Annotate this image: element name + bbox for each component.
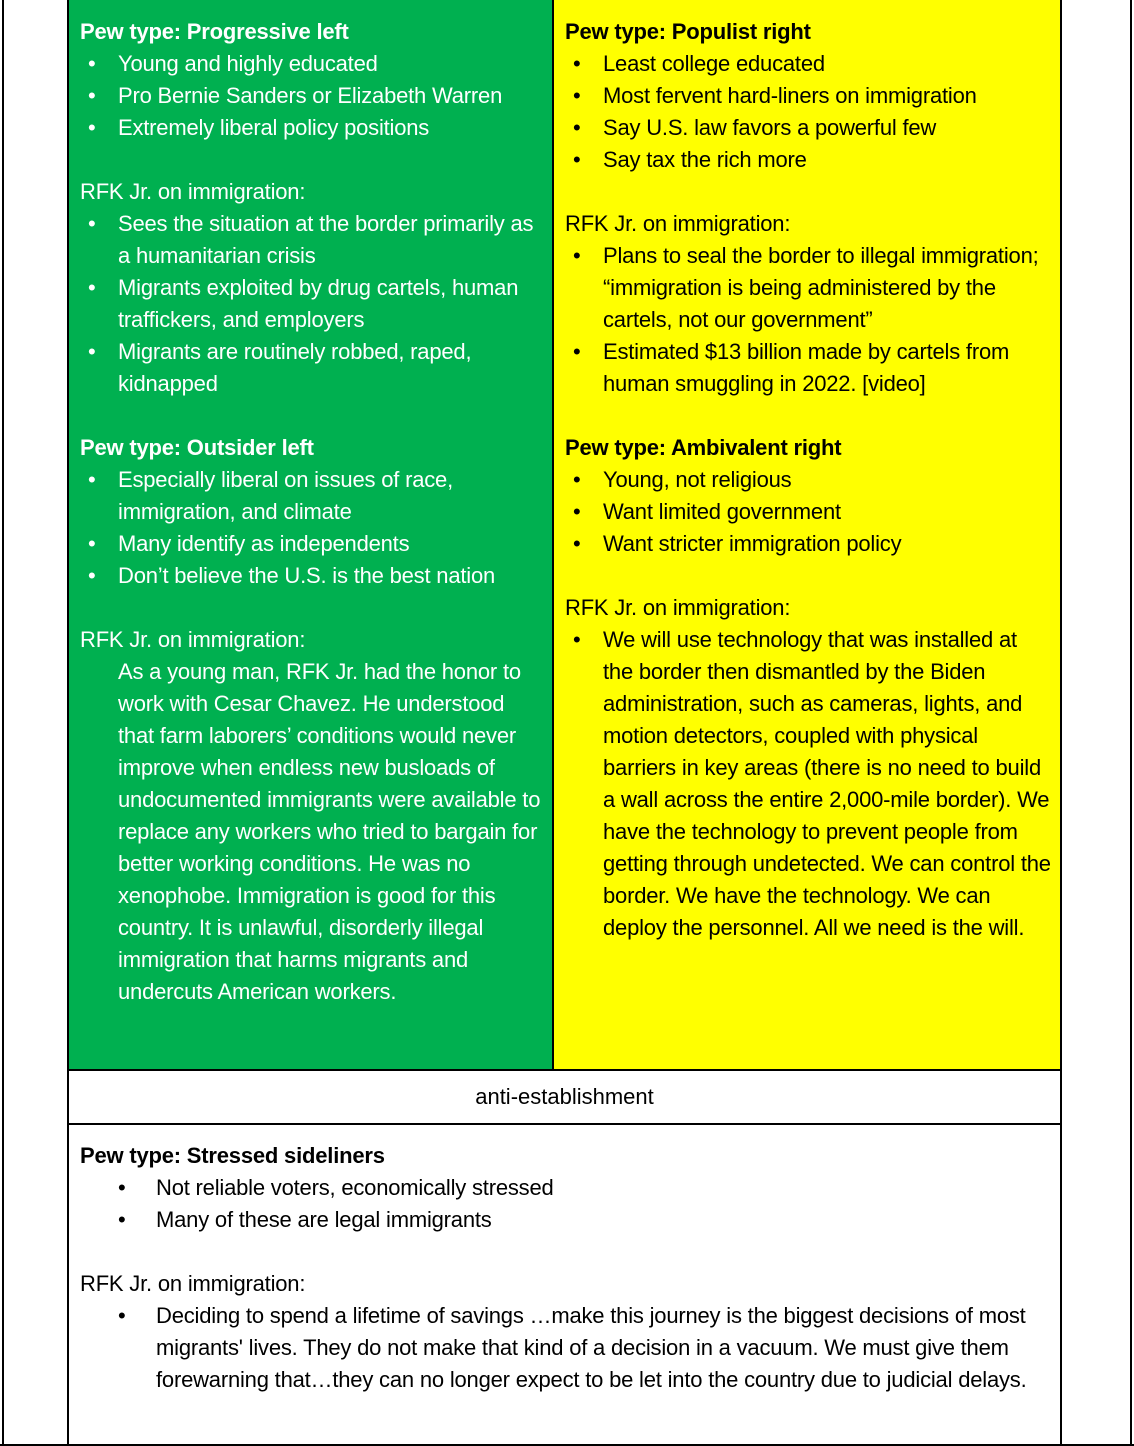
list-item: • Not reliable voters, economically stressed — [80, 1172, 1051, 1204]
populist-right-title: Pew type: Populist right — [565, 19, 811, 44]
rfk-label: RFK Jr. on immigration: — [80, 179, 306, 204]
ambivalent-right-title: Pew type: Ambivalent right — [565, 435, 842, 460]
list-item: • Young, not religious — [565, 464, 1051, 496]
populist-right-rfk-list — [565, 240, 1051, 400]
list-item: • Estimated $13 billion made by cartels from human smuggling in 2022. [video] — [565, 336, 1051, 400]
table-row-divider — [67, 1123, 1062, 1125]
stressed-sideliners-list — [80, 1172, 1051, 1236]
list-item: • Say tax the rich more — [565, 144, 1051, 176]
populist-right-list — [565, 48, 1051, 176]
list-item: • Plans to seal the border to illegal immigration; “immigration is being administered by the cartels, not our government” — [565, 240, 1051, 336]
list-item: • Migrants are routinely robbed, raped, kidnapped — [80, 336, 543, 400]
list-item: • Especially liberal on issues of race, immigration, and climate — [80, 464, 543, 528]
stressed-sideliners-title: Pew type: Stressed sideliners — [80, 1143, 385, 1168]
table-border-inner-right — [1060, 0, 1062, 1446]
ambivalent-right-rfk-list — [565, 624, 1051, 944]
list-item: • Want stricter immigration policy — [565, 528, 1051, 560]
list-item: • Want limited government — [565, 496, 1051, 528]
list-item: • We will use technology that was installed at the border then dismantled by the Biden administration, such as cameras, lights, and motion detectors, coupled with physical barriers in key areas (there is no need to build a wall across the entire 2,000-mile border). We have the technology to prevent people from getting through undetected. We can control the border. We have the technology. We can deploy the personnel. All we need is the will. — [565, 624, 1051, 944]
ambivalent-right-list — [565, 464, 1051, 560]
stressed-sideliners-rfk-list — [80, 1300, 1051, 1396]
stressed-sideliners-cell — [68, 1124, 1061, 1446]
rfk-label: RFK Jr. on immigration: — [565, 211, 791, 236]
progressive-left-rfk-list — [80, 208, 543, 400]
table-column-divider — [552, 0, 554, 1071]
progressive-left-list — [80, 48, 543, 144]
list-item: • Least college educated — [565, 48, 1051, 80]
list-item: • Sees the situation at the border primarily as a humanitarian crisis — [80, 208, 543, 272]
progressive-outsider-left-cell — [68, 0, 553, 1070]
table-border-right — [1130, 0, 1132, 1446]
outsider-left-title: Pew type: Outsider left — [80, 435, 314, 460]
list-item: • Don’t believe the U.S. is the best nation — [80, 560, 543, 592]
list-item: • Pro Bernie Sanders or Elizabeth Warren — [80, 80, 543, 112]
rfk-label: RFK Jr. on immigration: — [80, 1271, 306, 1296]
list-item: • Migrants exploited by drug cartels, human traffickers, and employers — [80, 272, 543, 336]
list-item: • Most fervent hard-liners on immigration — [565, 80, 1051, 112]
list-item: • Young and highly educated — [80, 48, 543, 80]
list-item: • Many of these are legal immigrants — [80, 1204, 1051, 1236]
outsider-left-list — [80, 464, 543, 592]
list-item: • Deciding to spend a lifetime of savings …make this journey is the biggest decisions of most migrants' lives. They do not make that kind of a decision in a vacuum. We must give them forewarning that…they can no longer expect to be let into the country due to judicial delays. — [80, 1300, 1051, 1396]
outsider-left-rfk-paragraph: As a young man, RFK Jr. had the honor to work with Cesar Chavez. He understood that farm laborers’ conditions would never improve when endless new busloads of undocumented immigrants were available to replace any workers who tried to bargain for better working conditions. He was no xenophobe. Immigration is good for this country. It is unlawful, disorderly illegal immigration that harms migrants and undercuts American workers. — [118, 659, 541, 1004]
progressive-left-title: Pew type: Progressive left — [80, 19, 349, 44]
table-border-inner-left — [67, 0, 69, 1446]
list-item: • Many identify as independents — [80, 528, 543, 560]
anti-establishment-label: anti-establishment — [475, 1084, 654, 1109]
table-border-left — [2, 0, 4, 1446]
list-item: • Extremely liberal policy positions — [80, 112, 543, 144]
populist-ambivalent-right-cell — [553, 0, 1061, 1070]
table-row-divider — [67, 1069, 1062, 1071]
rfk-label: RFK Jr. on immigration: — [80, 627, 306, 652]
rfk-label: RFK Jr. on immigration: — [565, 595, 791, 620]
list-item: • Say U.S. law favors a powerful few — [565, 112, 1051, 144]
